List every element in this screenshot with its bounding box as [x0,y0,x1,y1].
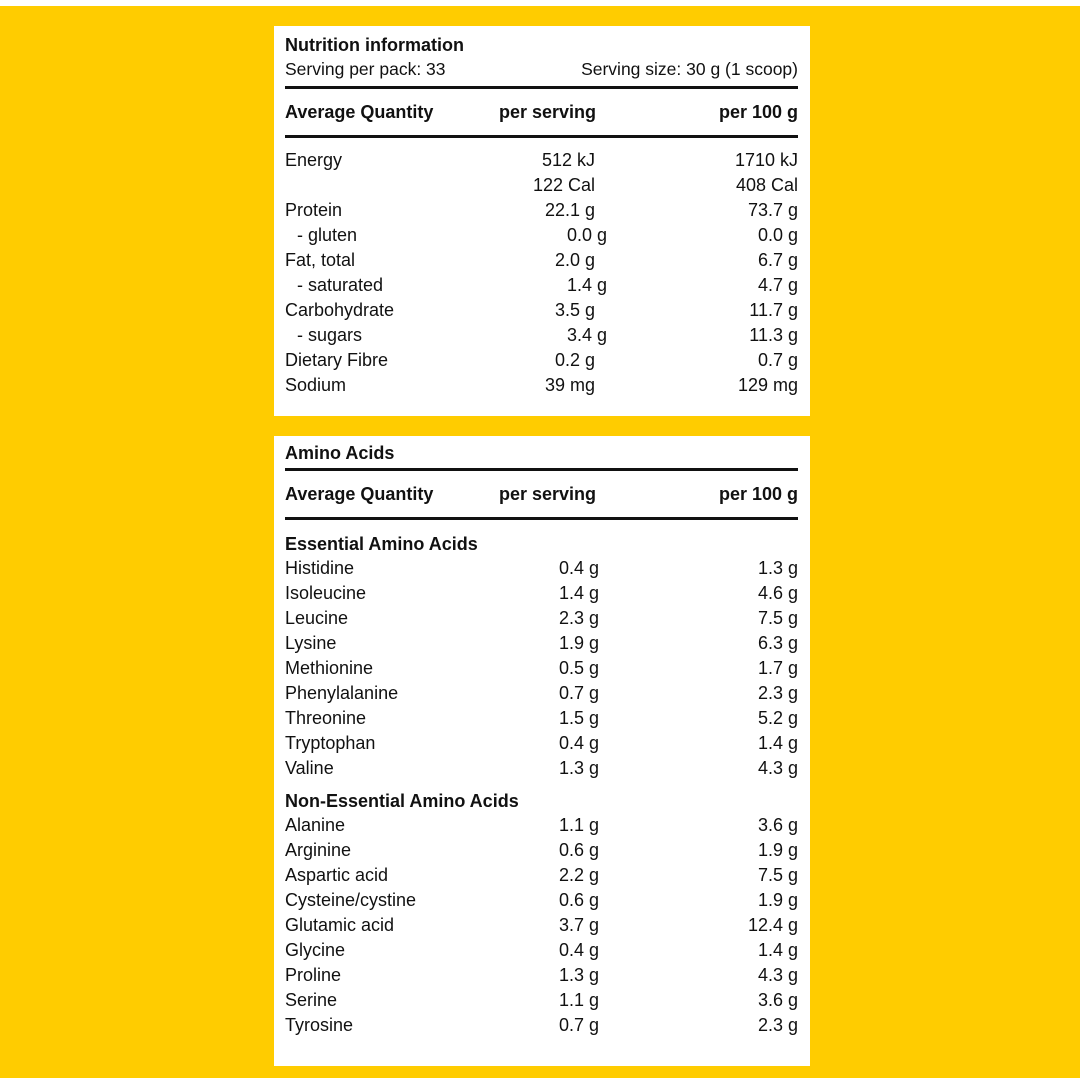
row-per-100g: 408 Cal [735,175,798,195]
row-per-100g: 2.3 g [757,683,798,703]
row-per-100g: 0.7 g [757,350,798,370]
row-name: Threonine [285,708,367,728]
row-name: Sodium [285,375,347,395]
row-per-serving: 2.3 g [558,608,599,628]
row-per-100g: 4.3 g [757,758,798,778]
row-name: Tryptophan [285,733,376,753]
table-row [285,681,798,706]
table-row [285,938,798,963]
row-per-serving: 1.4 g [558,583,599,603]
row-per-100g: 6.7 g [757,250,798,270]
row-name: Histidine [285,558,355,578]
table-row [285,348,798,373]
row-name: Leucine [285,608,349,628]
row-per-serving: 3.4 g [566,325,607,345]
row-per-serving: 1.1 g [558,990,599,1010]
row-name: Energy [285,150,343,170]
row-per-100g: 3.6 g [757,990,798,1010]
table-row [285,606,798,631]
table-row [285,731,798,756]
row-per-100g: 129 mg [737,375,798,395]
row-per-100g: 11.7 g [749,300,798,320]
table-row [285,913,798,938]
serving-info [285,58,798,80]
table-row [285,813,798,838]
nutrition-rows [285,148,798,398]
row-per-serving: 0.2 g [554,350,595,370]
row-per-100g: 5.2 g [757,708,798,728]
row-per-serving: 0.7 g [558,683,599,703]
row-per-serving: 3.7 g [558,915,599,935]
servings-per-pack: Serving per pack: 33 [285,59,446,79]
row-per-serving: 0.7 g [558,1015,599,1035]
row-name: Protein [285,200,343,220]
table-row [285,756,798,781]
row-name: - sugars [297,325,363,345]
table-row [285,631,798,656]
row-per-100g: 1.3 g [757,558,798,578]
row-per-serving: 22.1 g [544,200,595,220]
table-row [285,706,798,731]
header-per-100g: per 100 g [718,483,798,504]
nutrition-table-header [285,89,798,135]
row-per-100g: 11.3 g [749,325,798,345]
row-per-serving: 0.6 g [558,890,599,910]
row-per-serving: 122 Cal [532,175,595,195]
table-row [285,988,798,1013]
row-name: Isoleucine [285,583,367,603]
row-per-serving: 1.3 g [558,965,599,985]
row-per-100g: 3.6 g [757,815,798,835]
table-row [285,1013,798,1038]
nutrition-title: Nutrition information [285,35,464,55]
row-name: - gluten [297,225,358,245]
row-per-serving: 1.5 g [558,708,599,728]
row-per-100g: 1.7 g [757,658,798,678]
header-per-100g: per 100 g [718,101,798,122]
row-per-100g: 4.6 g [757,583,798,603]
row-per-serving: 1.1 g [558,815,599,835]
row-name: Phenylalanine [285,683,399,703]
header-average-quantity: Average Quantity [285,101,434,122]
amino-acids-panel [274,436,810,1066]
non-essential-amino-title: Non-Essential Amino Acids [285,791,519,811]
non-essential-amino-rows [285,813,798,1038]
row-per-100g: 1.4 g [757,733,798,753]
table-row [285,223,798,248]
divider [285,135,798,138]
table-row [285,963,798,988]
table-row [285,148,798,173]
row-name: Alanine [285,815,346,835]
row-per-serving: 1.9 g [558,633,599,653]
row-per-100g: 6.3 g [757,633,798,653]
row-name: Tyrosine [285,1015,354,1035]
row-name: Proline [285,965,342,985]
row-per-100g: 1.9 g [757,840,798,860]
serving-size: Serving size: 30 g (1 scoop) [581,59,798,79]
row-name: Cysteine/cystine [285,890,417,910]
row-per-100g: 1.4 g [757,940,798,960]
row-name [285,173,485,198]
row-per-serving: 39 mg [544,375,595,395]
row-per-serving: 0.0 g [566,225,607,245]
header-average-quantity: Average Quantity [285,483,434,504]
amino-title: Amino Acids [285,443,395,463]
row-per-100g: 2.3 g [757,1015,798,1035]
row-per-100g: 1710 kJ [734,150,798,170]
row-name: Glutamic acid [285,915,395,935]
essential-amino-rows [285,556,798,781]
row-per-serving: 2.2 g [558,865,599,885]
row-per-serving: 0.6 g [558,840,599,860]
row-per-100g: 0.0 g [757,225,798,245]
row-per-serving: 0.4 g [558,558,599,578]
table-row [285,888,798,913]
row-per-100g: 1.9 g [757,890,798,910]
row-per-100g: 4.3 g [757,965,798,985]
row-per-serving: 512 kJ [541,150,595,170]
row-name: Valine [285,758,334,778]
row-name: Arginine [285,840,352,860]
amino-table-header [285,471,798,517]
table-row [285,556,798,581]
row-per-100g: 7.5 g [757,865,798,885]
table-row [285,323,798,348]
table-row [285,863,798,888]
row-name: Glycine [285,940,346,960]
row-per-serving: 1.4 g [566,275,607,295]
essential-amino-title: Essential Amino Acids [285,534,478,554]
header-per-serving: per serving [498,101,596,122]
row-per-100g: 12.4 g [747,915,798,935]
table-row [285,838,798,863]
table-row [285,198,798,223]
table-row [285,656,798,681]
table-row [285,373,798,398]
table-row [285,273,798,298]
row-per-100g: 73.7 g [747,200,798,220]
row-per-serving: 3.5 g [554,300,595,320]
row-per-serving: 2.0 g [554,250,595,270]
row-per-serving: 0.4 g [558,733,599,753]
row-name: Aspartic acid [285,865,389,885]
row-name: Serine [285,990,338,1010]
row-name: Lysine [285,633,337,653]
row-per-100g: 4.7 g [757,275,798,295]
row-name: - saturated [297,275,384,295]
divider [285,517,798,520]
table-row [285,581,798,606]
header-per-serving: per serving [498,483,596,504]
row-name: Fat, total [285,250,356,270]
row-per-serving: 1.3 g [558,758,599,778]
row-name: Methionine [285,658,374,678]
row-per-serving: 0.4 g [558,940,599,960]
row-name: Dietary Fibre [285,350,389,370]
row-name: Carbohydrate [285,300,395,320]
table-row [285,298,798,323]
table-row [285,173,798,198]
row-per-100g: 7.5 g [757,608,798,628]
row-per-serving: 0.5 g [558,658,599,678]
nutrition-panel [274,26,810,416]
table-row [285,248,798,273]
